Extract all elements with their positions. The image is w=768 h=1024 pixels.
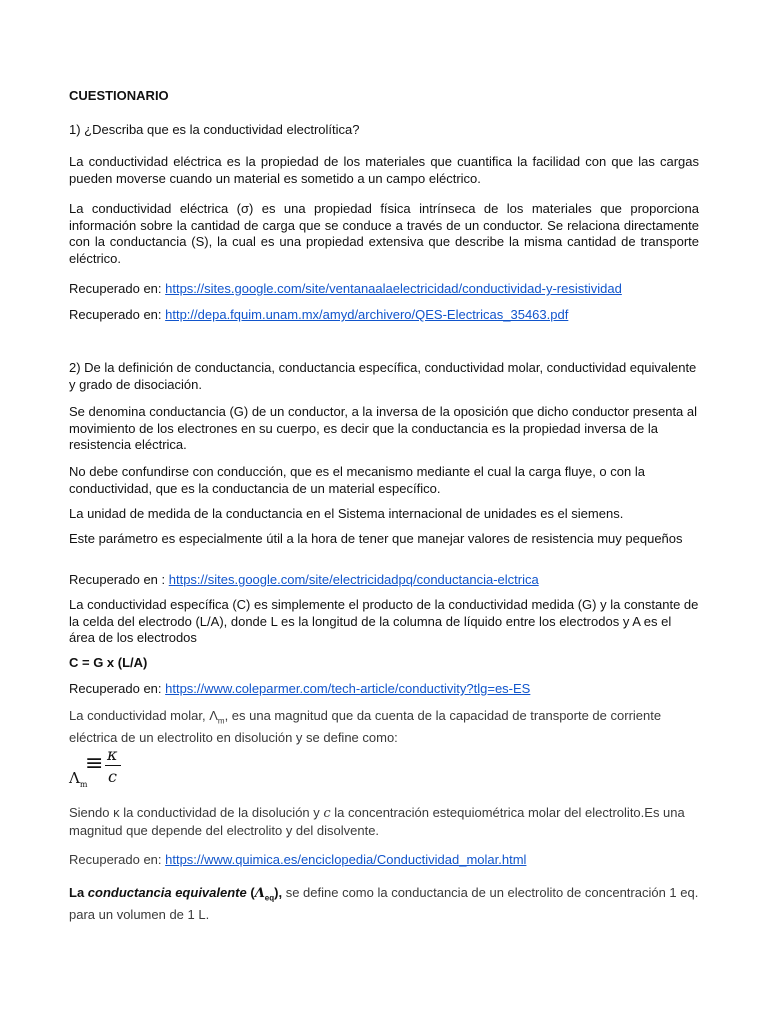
reference-link-4[interactable]: https://www.coleparmer.com/tech-article/conductivity?tlg=es-ES (165, 681, 531, 696)
formula-lhs: $\Lambda_m$ (69, 769, 88, 789)
formula-specific-conductivity: C = G x (L/A) (69, 655, 148, 670)
reference-label: Recuperado en: (69, 852, 166, 867)
reference-link-3[interactable]: https://sites.google.com/site/electricidadpq/conductancia-elctrica (168, 572, 539, 587)
reference-label: Recuperado en : (69, 572, 169, 587)
reference-label: Recuperado en: (69, 307, 166, 322)
reference-link-2[interactable]: http://depa.fquim.unam.mx/amyd/archivero/QES-Electricas_35463.pdf (165, 307, 569, 322)
paragraph-conductivity-sigma: La conductividad eléctrica (σ) es una propiedad física intrínseca de los materiales que proporciona información sobre la cantidad de carga que se conduce a través de un conductor. Se relaciona directamente con la conductancia (S), la cual es una propiedad extensiva que describe la misma cantidad de transporte eléctrico. (69, 201, 699, 266)
reference-link-1[interactable]: https://sites.google.com/site/ventanaalaelectricidad/conductividad-y-resistividad (165, 281, 622, 296)
paragraph-equivalent-conductance: La conductancia equivalente $(\Lambda_{eq})$, se define como la conductancia de un electrolito de concentración 1 eq. para un volumen de 1 L. (69, 885, 699, 923)
document-heading: CUESTIONARIO (69, 88, 169, 103)
formula-numerator: κ (107, 745, 118, 764)
reference-line-4 (69, 681, 699, 698)
paragraph-kappa-definition: Siendo κ la conductividad de la disolución y c la concentración estequiométrica molar del electrolito.Es una magnitud que depende del electrolito y del disolvente. (69, 805, 685, 838)
formula-equiv-sign: ≡ (85, 751, 104, 776)
paragraph-molar-conductivity: La conductividad molar, $\Lambda_m$, es una magnitud que da cuenta de la capacidad de transporte de corriente eléctrica de un electrolito en disolución y se define como: (69, 708, 662, 746)
paragraph-conductivity-def: La conductividad eléctrica es la propiedad de los materiales que cuantifica la facilidad con que las cargas pueden moverse cuando un material es sometido a un campo eléctrico. (69, 154, 699, 186)
formula-fraction-bar (105, 765, 121, 766)
formula-molar-conductivity (69, 745, 159, 789)
paragraph-parameter-note: Este parámetro es especialmente útil a la hora de tener que manejar valores de resistencia muy pequeños (69, 531, 683, 546)
reference-label: Recuperado en: (69, 281, 166, 296)
reference-line-3 (69, 572, 699, 589)
paragraph-conductance-def: Se denomina conductancia (G) de un conductor, a la inversa de la oposición que dicho conductor presenta al movimiento de los electrones en su cuerpo, es decir que la conductancia es la propiedad inversa de la resistencia eléctrica. (69, 404, 698, 452)
question-2: 2) De la definición de conductancia, conductancia específica, conductividad molar, conductividad equivalente y grado de disociación. (69, 360, 697, 392)
reference-label: Recuperado en: (69, 681, 166, 696)
paragraph-specific-conductivity: La conductividad específica (C) es simplemente el producto de la conductividad medida (G) y la constante de la celda del electrodo (L/A), donde L es la longitud de la columna de líquido entre los electrodos y A es el área de los electrodos (69, 597, 699, 645)
term-equivalent-conductance: conductancia equivalente (87, 885, 247, 900)
formula-denominator: c (108, 767, 117, 786)
paragraph-conduction-note: No debe confundirse con conducción, que es el mecanismo mediante el cual la carga fluye, o con la conductividad, que es la conductancia de un material específico. (69, 464, 645, 496)
reference-line-5 (69, 852, 699, 869)
reference-line-2 (69, 307, 699, 324)
question-1: 1) ¿Describa que es la conductividad electrolítica? (69, 122, 360, 137)
paragraph-siemens-unit: La unidad de medida de la conductancia en el Sistema internacional de unidades es el siemens. (69, 506, 624, 521)
reference-line-1 (69, 281, 699, 298)
reference-link-5[interactable]: https://www.quimica.es/enciclopedia/Conductividad_molar.html (165, 852, 527, 867)
